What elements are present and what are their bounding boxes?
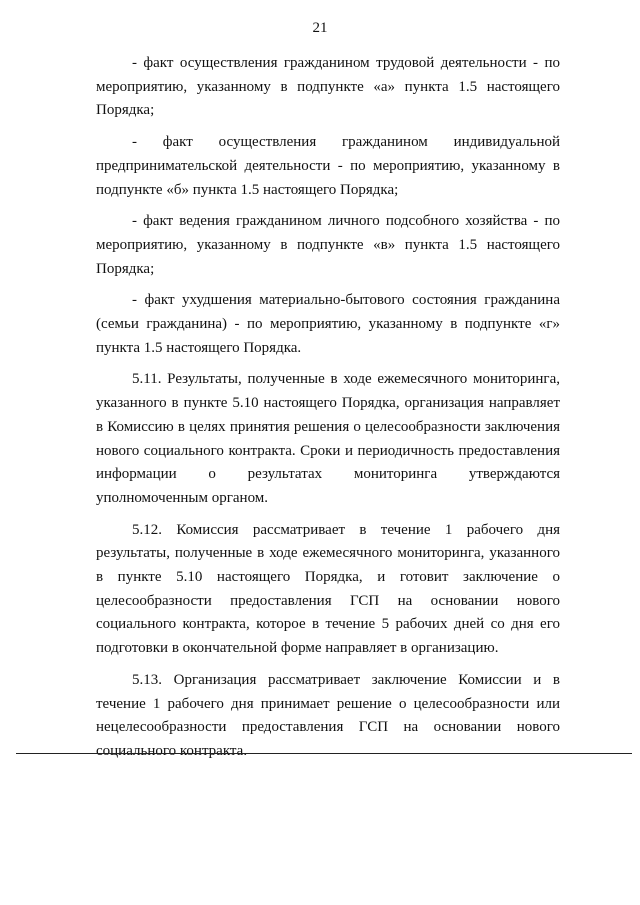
paragraph-labor-activity: - факт осуществления гражданином трудовой деятельности - по мероприятию, указанному в подпункте «а» пункта 1.5 настоящего Порядка; (96, 55, 560, 119)
paragraph-living-conditions: - факт ухудшения материально-бытового состояния гражданина (семьи гражданина) - по мероприятию, указанному в подпункте «г» пункта 1.5 настоящего Порядка. (96, 292, 560, 356)
page-number: 21 (312, 20, 328, 36)
paragraph-5-11: 5.11. Результаты, полученные в ходе ежемесячного мониторинга, указанного в пункте 5.10 настоящего Порядка, организация направляет в Комиссию в целях принятия решения о целесообразности заключения нового социального контракта. Сроки и периодичность предоставления информации о результатах мониторинга утверждаются уполномоченным органом. (96, 371, 560, 506)
document-body (96, 52, 560, 772)
paragraph-5-12: 5.12. Комиссия рассматривает в течение 1 рабочего дня результаты, полученные в ходе ежемесячного мониторинга, указанного в пункте 5.10 настоящего Порядка, и готовит заключение о целесообразности предоставления ГСП на основании нового социального контракта, которое в течение 5 рабочих дней со дня его подготовки в окончательной форме направляет в организацию. (96, 521, 560, 657)
horizontal-divider (16, 753, 632, 754)
paragraph-subsidiary-farming: - факт ведения гражданином личного подсобного хозяйства - по мероприятию, указанному в подпункте «в» пункта 1.5 настоящего Порядка; (96, 213, 560, 277)
paragraph-5-13: 5.13. Организация рассматривает заключение Комиссии и в течение 1 рабочего дня принимает решение о целесообразности или нецелесообразности предоставления ГСП на основании нового социального контракта. (96, 671, 560, 759)
paragraph-entrepreneurship: - факт осуществления гражданином индивидуальной предпринимательской деятельности - по мероприятию, указанному в подпункте «б» пункта 1.5 настоящего Порядка; (96, 134, 560, 198)
